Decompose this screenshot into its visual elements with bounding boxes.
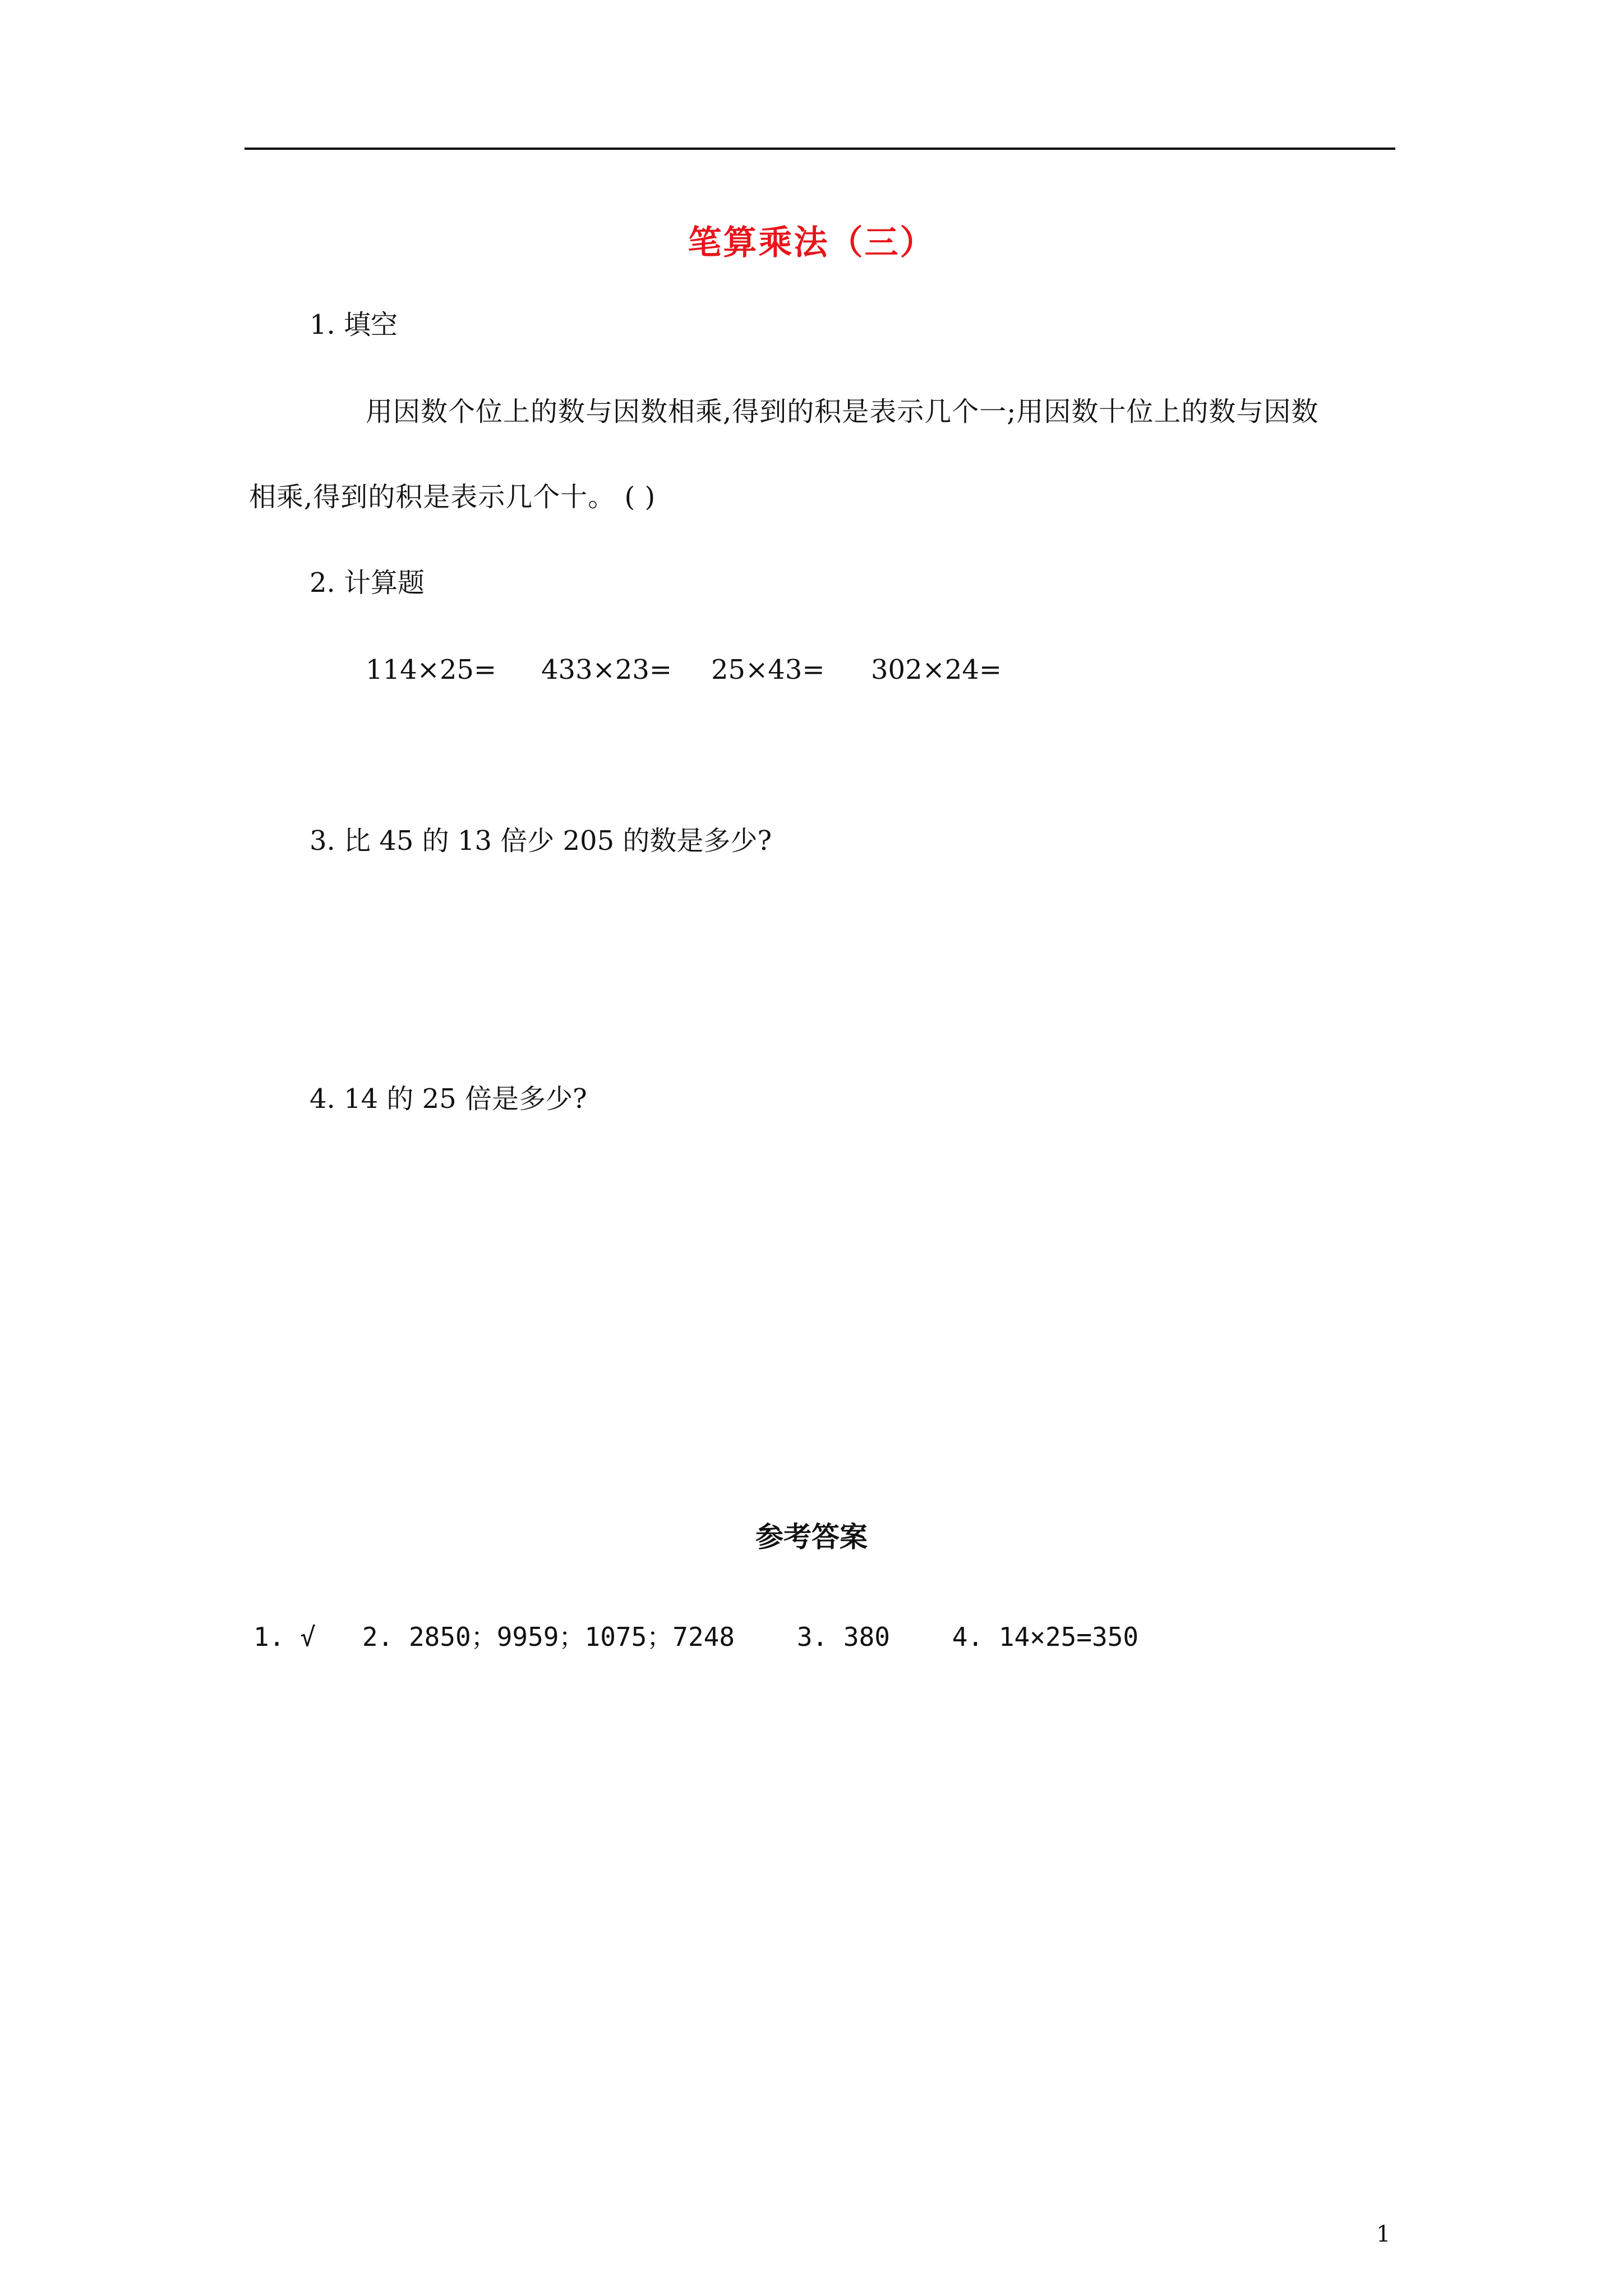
page-number: 1 xyxy=(1376,2221,1391,2247)
header-rule xyxy=(245,148,1395,150)
question-1-text-line1: 用因数个位上的数与因数相乘,得到的积是表示几个一;用因数十位上的数与因数 xyxy=(366,396,1319,427)
question-1-text-line2: 相乘,得到的积是表示几个十。 ( ) xyxy=(249,481,656,513)
question-4-label: 4. 14 的 25 倍是多少? xyxy=(310,1083,587,1115)
page-title: 笔算乘法（三） xyxy=(688,223,935,263)
question-3-label: 3. 比 45 的 13 倍少 205 的数是多少? xyxy=(310,825,772,857)
calc-item-3: 25×43= xyxy=(711,654,825,685)
calc-item-2: 433×23= xyxy=(541,654,672,685)
calc-item-1: 114×25= xyxy=(366,654,497,685)
question-1-label: 1. 填空 xyxy=(310,309,398,341)
question-2-label: 2. 计算题 xyxy=(310,567,425,599)
answers-title: 参考答案 xyxy=(755,1520,868,1553)
calc-item-4: 302×24= xyxy=(871,654,1002,685)
answers-line: 1. √ 2. 2850；9959；1075；7248 3. 380 4. 14×25=350 xyxy=(253,1622,1139,1652)
